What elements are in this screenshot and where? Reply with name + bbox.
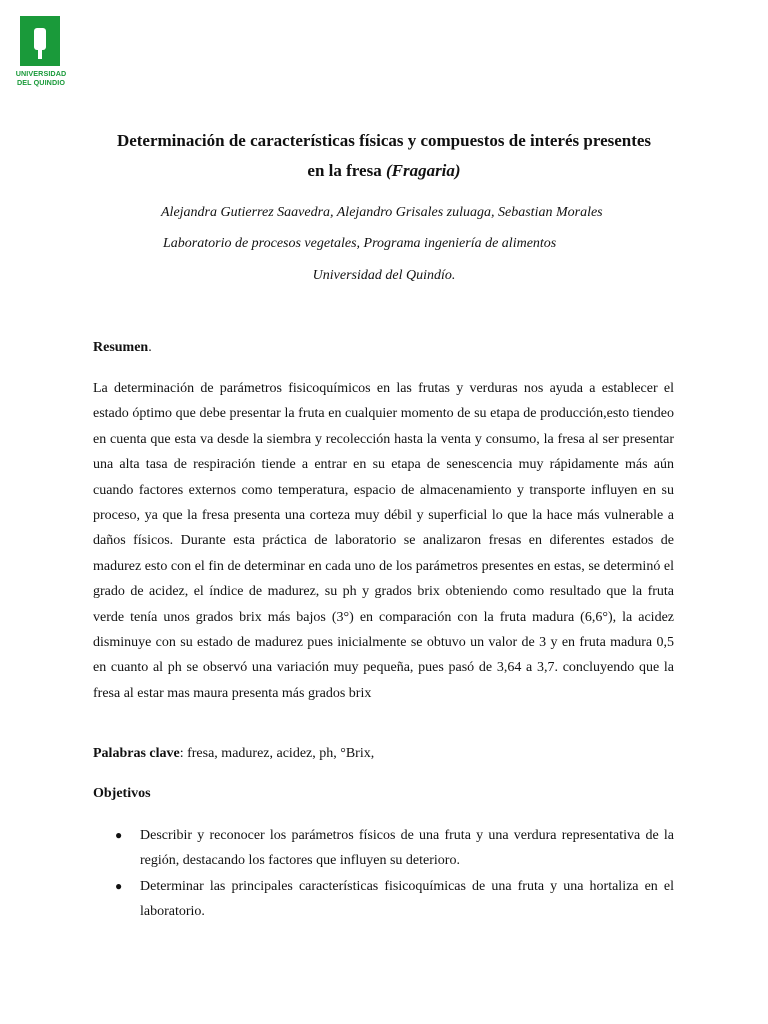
objectives-heading: Objetivos (93, 786, 151, 801)
keywords-text: : fresa, madurez, acidez, ph, °Brix, (179, 746, 375, 761)
logo-line1: UNIVERSIDAD (15, 69, 67, 78)
objective-text: Determinar las principales características fisicoquímicas de una fruta y una hortaliza en el laboratorio. (140, 878, 674, 920)
university-logo-text (10, 69, 72, 87)
abstract-heading (93, 339, 152, 356)
bullet-icon: ● (115, 878, 123, 893)
abstract-heading-label: Resumen (93, 340, 149, 355)
objectives-list (93, 823, 674, 925)
university-logo-icon (20, 16, 60, 66)
objective-text: Describir y reconocer los parámetros físicos de una fruta y una verdura representativa de la región, destacando los factores que influyen su deterioro. (140, 828, 674, 869)
logo-line2: DEL QUINDIO (16, 78, 66, 87)
objective-item (93, 823, 674, 874)
affiliation: Laboratorio de procesos vegetales, Programa ingeniería de alimentos (163, 236, 557, 251)
paper-title-line1: Determinación de características físicas y compuestos de interés presentes (116, 131, 652, 150)
keywords (93, 745, 374, 762)
title-prefix: en la fresa (307, 161, 386, 180)
bullet-icon: ● (115, 828, 123, 842)
title-scientific-name: (Fragaria) (385, 161, 461, 180)
authors: Alejandra Gutierrez Saavedra, Alejandro Grisales zuluaga, Sebastian Morales (161, 205, 603, 220)
abstract-heading-suffix: . (148, 340, 152, 355)
objective-item (93, 874, 674, 925)
abstract-text: La determinación de parámetros fisicoquímicos en las frutas y verduras nos ayuda a establecer el estado óptimo que debe presentar la fruta en cualquier momento de su etapa de producción,esto tiendeo en cuenta que esta va desde la siembra y recolección hasta la venta y consumo, la fresa al ser presentar una alta tasa de respiración tiende a entrar en su etapa de senescencia muy rápidamente más aún cuando factores externos como temperatura, espacio de almacenamiento y transporte influyen en su proceso, ya que la fresa presenta una corteza muy débil y superficial lo que la hace más vulnerable a daños físicos. Durante esta práctica de laboratorio se analizaron fresas en diferentes estados de madurez esto con el fin de determinar en cada uno de los parámetros presentes en estas, se determinó el grado de acidez, el índice de madurez, su ph y grados brix obteniendo como resultado que la fruta verde tenía unos grados brix más bajos (3°) en comparación con la fruta madura (6,6°), la acidez disminuye con su estado de madurez pues inicialmente se obtuvo un valor de 3 y en fruta madura 0,5 en cuanto al ph se observó una variación muy pequeña, pues pasó de 3,64 a 3,7. concluyendo que la fresa al estar mas maura presenta más grados brix (93, 381, 674, 701)
keywords-label: Palabras clave (93, 746, 180, 761)
paper-title-line2 (60, 161, 708, 181)
university: Universidad del Quindío. (312, 268, 456, 283)
